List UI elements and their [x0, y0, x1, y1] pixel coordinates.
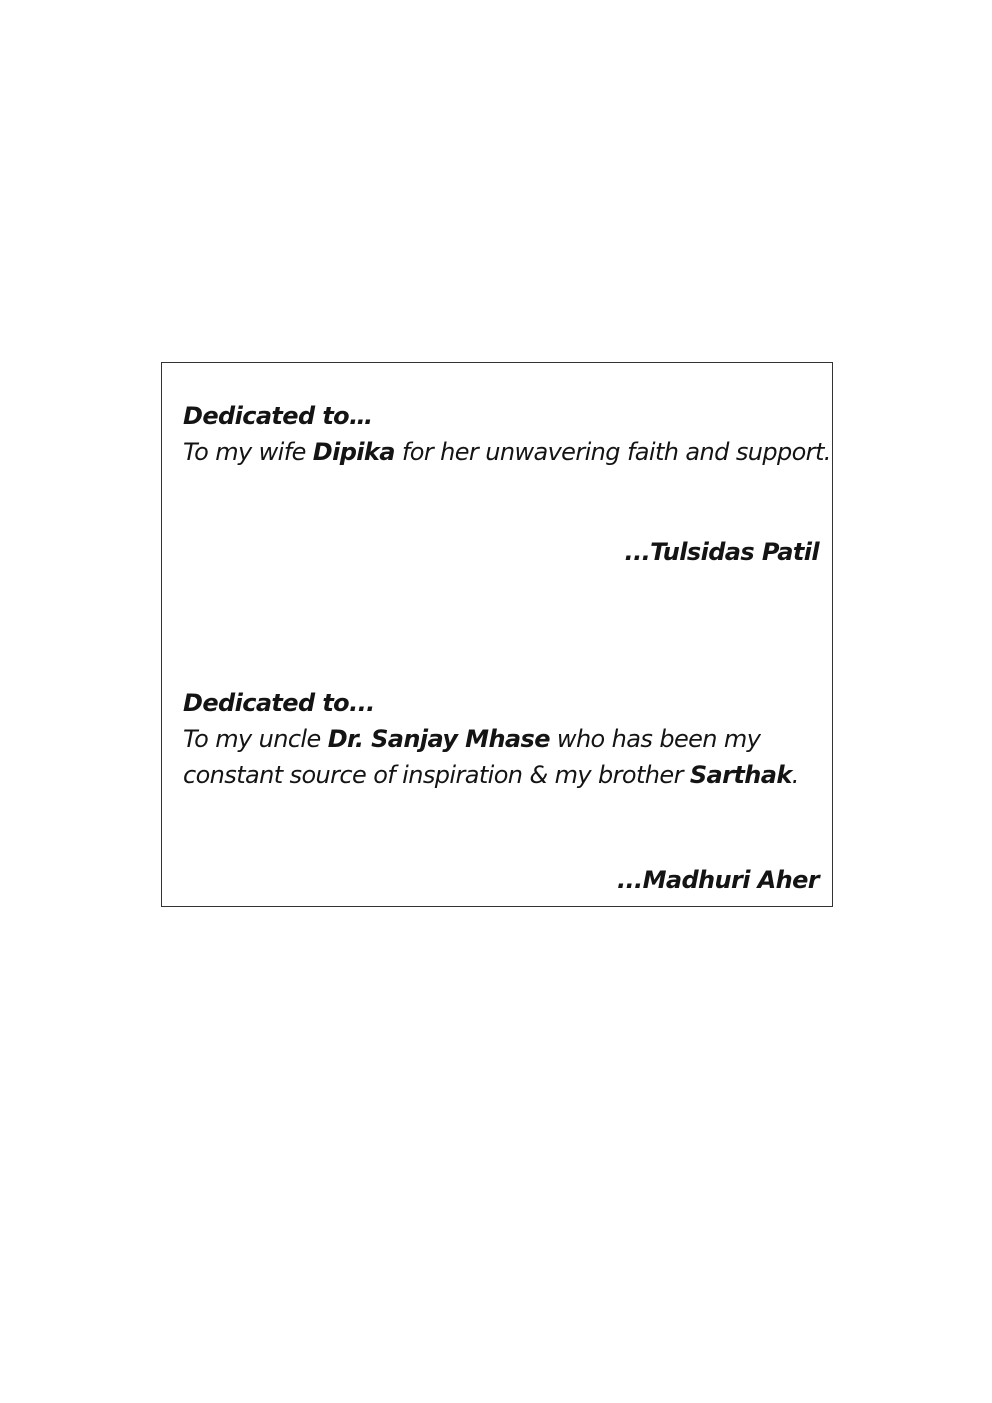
dedication-2-text-segment: .	[791, 761, 799, 789]
dedication-2-text-segment: To my uncle	[183, 725, 328, 753]
dedication-box	[161, 362, 833, 907]
dedication-2-signature: ...Madhuri Aher	[617, 866, 819, 894]
dedication-2-body-line-1	[183, 726, 819, 754]
dedication-1-text-segment: To my wife	[183, 438, 313, 466]
dedication-1-name-dipika: Dipika	[312, 438, 395, 466]
dedication-2-name-sanjay-mhase: Dr. Sanjay Mhase	[327, 725, 550, 753]
dedication-1-text-segment: for her unwavering faith and support.	[394, 438, 831, 466]
dedication-1-heading: Dedicated to…	[183, 402, 373, 430]
dedication-2-body-line-2	[183, 762, 819, 790]
dedication-1-body-line	[183, 438, 831, 467]
dedication-2-heading: Dedicated to...	[183, 689, 375, 717]
dedication-2-text-segment: who has been my	[549, 725, 761, 753]
dedication-1-signature: ...Tulsidas Patil	[624, 538, 819, 566]
dedication-2-name-sarthak: Sarthak	[689, 761, 792, 789]
dedication-2-text-segment: constant source of inspiration & my brother	[183, 761, 690, 789]
